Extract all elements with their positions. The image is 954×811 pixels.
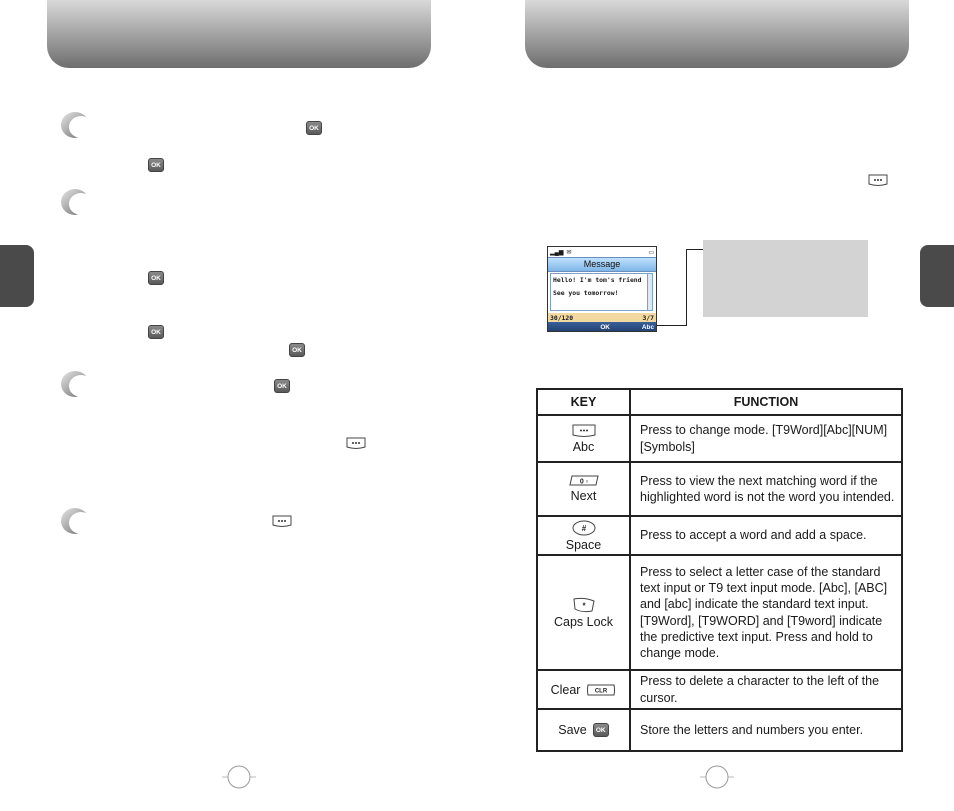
callout-line [686, 249, 703, 250]
soft-key-icon [272, 515, 292, 528]
left-chapter-tab [0, 245, 34, 307]
key-column-header: KEY [537, 389, 630, 415]
message-icon: ✉ [566, 249, 572, 256]
table-row [537, 555, 902, 670]
svg-text:*: * [581, 601, 586, 610]
svg-text:#: # [581, 523, 586, 533]
key-label: Abc [572, 439, 595, 454]
page-count: 3/7 [642, 313, 654, 322]
left-page-header-banner [47, 0, 431, 68]
left-page-number-circle [222, 764, 256, 790]
table-row [537, 516, 902, 555]
function-cell: Press to select a letter case of the standard text input or T9 text input mode. [Abc], [ABC] and [abc] indicate the standard text input. [T9Word], [T9WORD] and [T9word] indicate the predictive text input. Press and hold to change mode. [630, 555, 902, 670]
key-cell [537, 516, 630, 555]
ok-key-icon: OK [148, 325, 164, 339]
function-cell: Store the letters and numbers you enter. [630, 709, 902, 751]
battery-icon: ▭ [648, 249, 654, 256]
message-line-2: See you tomorrow! [553, 289, 619, 297]
svg-text:0 ▫: 0 ▫ [579, 478, 588, 486]
char-count: 30/120 [550, 313, 574, 322]
key-label: Save [558, 723, 587, 737]
table-row [537, 670, 902, 709]
message-scrollbar [647, 274, 652, 310]
svg-text:CLR: CLR [595, 688, 608, 694]
phone-message-body [550, 273, 653, 311]
function-cell: Press to delete a character to the left of the cursor. [630, 670, 902, 709]
key-function-table [536, 388, 903, 752]
star-shift-key-icon [572, 597, 596, 613]
step-bullet-3-icon [60, 370, 94, 398]
ok-key-icon: OK [274, 379, 290, 393]
key-cell [537, 462, 630, 516]
right-page-header-banner [525, 0, 909, 68]
callout-line [657, 325, 687, 326]
table-row [537, 462, 902, 516]
table-row [537, 709, 902, 751]
clear-key-icon [586, 684, 616, 696]
phone-status-bar [548, 247, 656, 257]
right-chapter-tab [920, 245, 954, 307]
ok-key-icon: OK [289, 343, 305, 357]
soft-key-icon [346, 437, 366, 450]
ok-key-icon: OK [148, 271, 164, 285]
function-cell: Press to view the next matching word if the highlighted word is not the word you intended. [630, 462, 902, 516]
key-cell [537, 555, 630, 670]
phone-info-bar [548, 313, 656, 322]
function-cell: Press to change mode. [T9Word][Abc][NUM][Symbols] [630, 415, 902, 462]
key-label: Next [570, 489, 597, 503]
step-bullet-4-icon [60, 507, 94, 535]
message-line-1: Hello! I'm tom's friend [553, 276, 642, 284]
softkey-ok: OK [600, 323, 610, 331]
right-page-number-circle [700, 764, 734, 790]
zero-next-key-icon [568, 475, 600, 487]
signal-icon: ▂▄▆ [550, 249, 564, 256]
pound-space-key-icon [572, 520, 596, 536]
phone-softkey-bar [548, 322, 656, 332]
function-column-header: FUNCTION [630, 389, 902, 415]
callout-line [686, 249, 687, 326]
table-row [537, 415, 902, 462]
soft-key-icon [868, 174, 888, 187]
key-label: Space [565, 537, 602, 552]
key-cell [537, 670, 630, 709]
soft-key-icon [572, 424, 596, 438]
key-label: Caps Lock [553, 614, 614, 629]
callout-box [703, 240, 868, 317]
key-label: Clear [550, 682, 581, 697]
softkey-abc: Abc [641, 323, 654, 331]
key-cell [537, 709, 630, 751]
ok-key-icon: OK [593, 723, 609, 737]
phone-message-screen [547, 246, 657, 332]
step-bullet-1-icon [60, 111, 94, 139]
phone-screen-title: Message [548, 257, 656, 272]
key-cell [537, 415, 630, 462]
ok-key-icon: OK [306, 121, 322, 135]
step-bullet-2-icon [60, 188, 94, 216]
ok-key-icon: OK [148, 158, 164, 172]
function-cell: Press to accept a word and add a space. [630, 516, 902, 555]
